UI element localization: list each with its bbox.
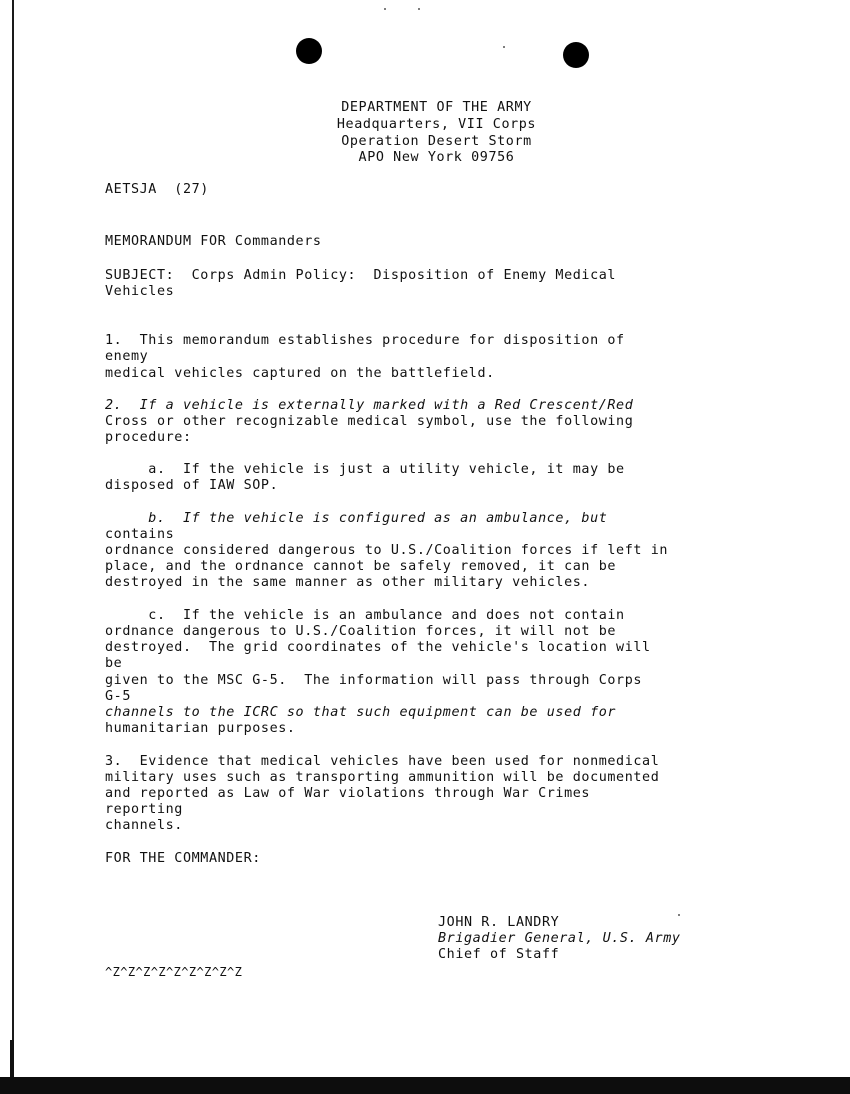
punch-hole-right bbox=[563, 42, 589, 68]
para2c-line: channels to the ICRC so that such equipment can be used for bbox=[105, 705, 617, 720]
left-margin-rule bbox=[12, 0, 14, 1078]
para3-line: reporting bbox=[105, 802, 183, 817]
para2c-line: ordnance dangerous to U.S./Coalition forces, it will not be bbox=[105, 624, 617, 639]
letterhead-headquarters: Headquarters, VII Corps bbox=[336, 117, 537, 132]
subject-line-1: SUBJECT: Corps Admin Policy: Disposition of Enemy Medical bbox=[105, 268, 617, 283]
para2-line: Cross or other recognizable medical symbol, use the following bbox=[105, 414, 634, 429]
para3-line: 3. Evidence that medical vehicles have been used for nonmedical bbox=[105, 754, 660, 769]
para2c-line: destroyed. The grid coordinates of the vehicle's location will bbox=[105, 640, 651, 655]
para2b-line: b. If the vehicle is configured as an ambulance, but bbox=[105, 511, 608, 526]
punch-hole-left bbox=[296, 38, 322, 64]
para2c-line: humanitarian purposes. bbox=[105, 721, 296, 736]
memorandum-for: MEMORANDUM FOR Commanders bbox=[105, 234, 322, 249]
para2b-line: ordnance considered dangerous to U.S./Coalition forces if left in bbox=[105, 543, 669, 558]
signature-title: Chief of Staff bbox=[438, 947, 560, 962]
para2c-line: be bbox=[105, 656, 123, 671]
para2c-line: given to the MSC G-5. The information will pass through Corps bbox=[105, 673, 643, 688]
para2b-line: place, and the ordnance cannot be safely removed, it can be bbox=[105, 559, 617, 574]
scan-speck bbox=[678, 914, 680, 916]
bottom-scan-bar bbox=[0, 1077, 850, 1094]
scan-speck bbox=[384, 8, 386, 10]
para1-line: medical vehicles captured on the battlefield. bbox=[105, 366, 495, 381]
closing-line: FOR THE COMMANDER: bbox=[105, 851, 261, 866]
para1-line: 1. This memorandum establishes procedure for disposition of bbox=[105, 333, 625, 348]
scan-speck bbox=[418, 8, 420, 10]
letterhead-apo: APO New York 09756 bbox=[358, 150, 515, 165]
signature-name: JOHN R. LANDRY bbox=[438, 915, 560, 930]
scan-speck bbox=[503, 46, 505, 48]
para2-line: procedure: bbox=[105, 430, 192, 445]
office-symbol: AETSJA (27) bbox=[105, 182, 209, 197]
para3-line: military uses such as transporting ammunition will be documented bbox=[105, 770, 660, 785]
para2a-line: disposed of IAW SOP. bbox=[105, 478, 279, 493]
left-margin-mark bbox=[10, 1040, 14, 1080]
para1-line: enemy bbox=[105, 349, 149, 364]
para2c-line: c. If the vehicle is an ambulance and does not contain bbox=[105, 608, 625, 623]
footer-control-code: ^Z^Z^Z^Z^Z^Z^Z^Z^Z bbox=[105, 965, 243, 979]
letterhead-operation: Operation Desert Storm bbox=[341, 134, 532, 149]
letterhead-department: DEPARTMENT OF THE ARMY bbox=[341, 100, 532, 115]
para3-line: and reported as Law of War violations through War Crimes bbox=[105, 786, 591, 801]
subject-line-2: Vehicles bbox=[105, 284, 175, 299]
para2b-line: destroyed in the same manner as other military vehicles. bbox=[105, 575, 591, 590]
para2c-line: G-5 bbox=[105, 689, 131, 704]
para2-line: 2. If a vehicle is externally marked with a Red Crescent/Red bbox=[105, 398, 634, 413]
signature-rank: Brigadier General, U.S. Army bbox=[438, 931, 681, 946]
para3-line: channels. bbox=[105, 818, 183, 833]
para2b-line: contains bbox=[105, 527, 175, 542]
para2a-line: a. If the vehicle is just a utility vehicle, it may be bbox=[105, 462, 625, 477]
